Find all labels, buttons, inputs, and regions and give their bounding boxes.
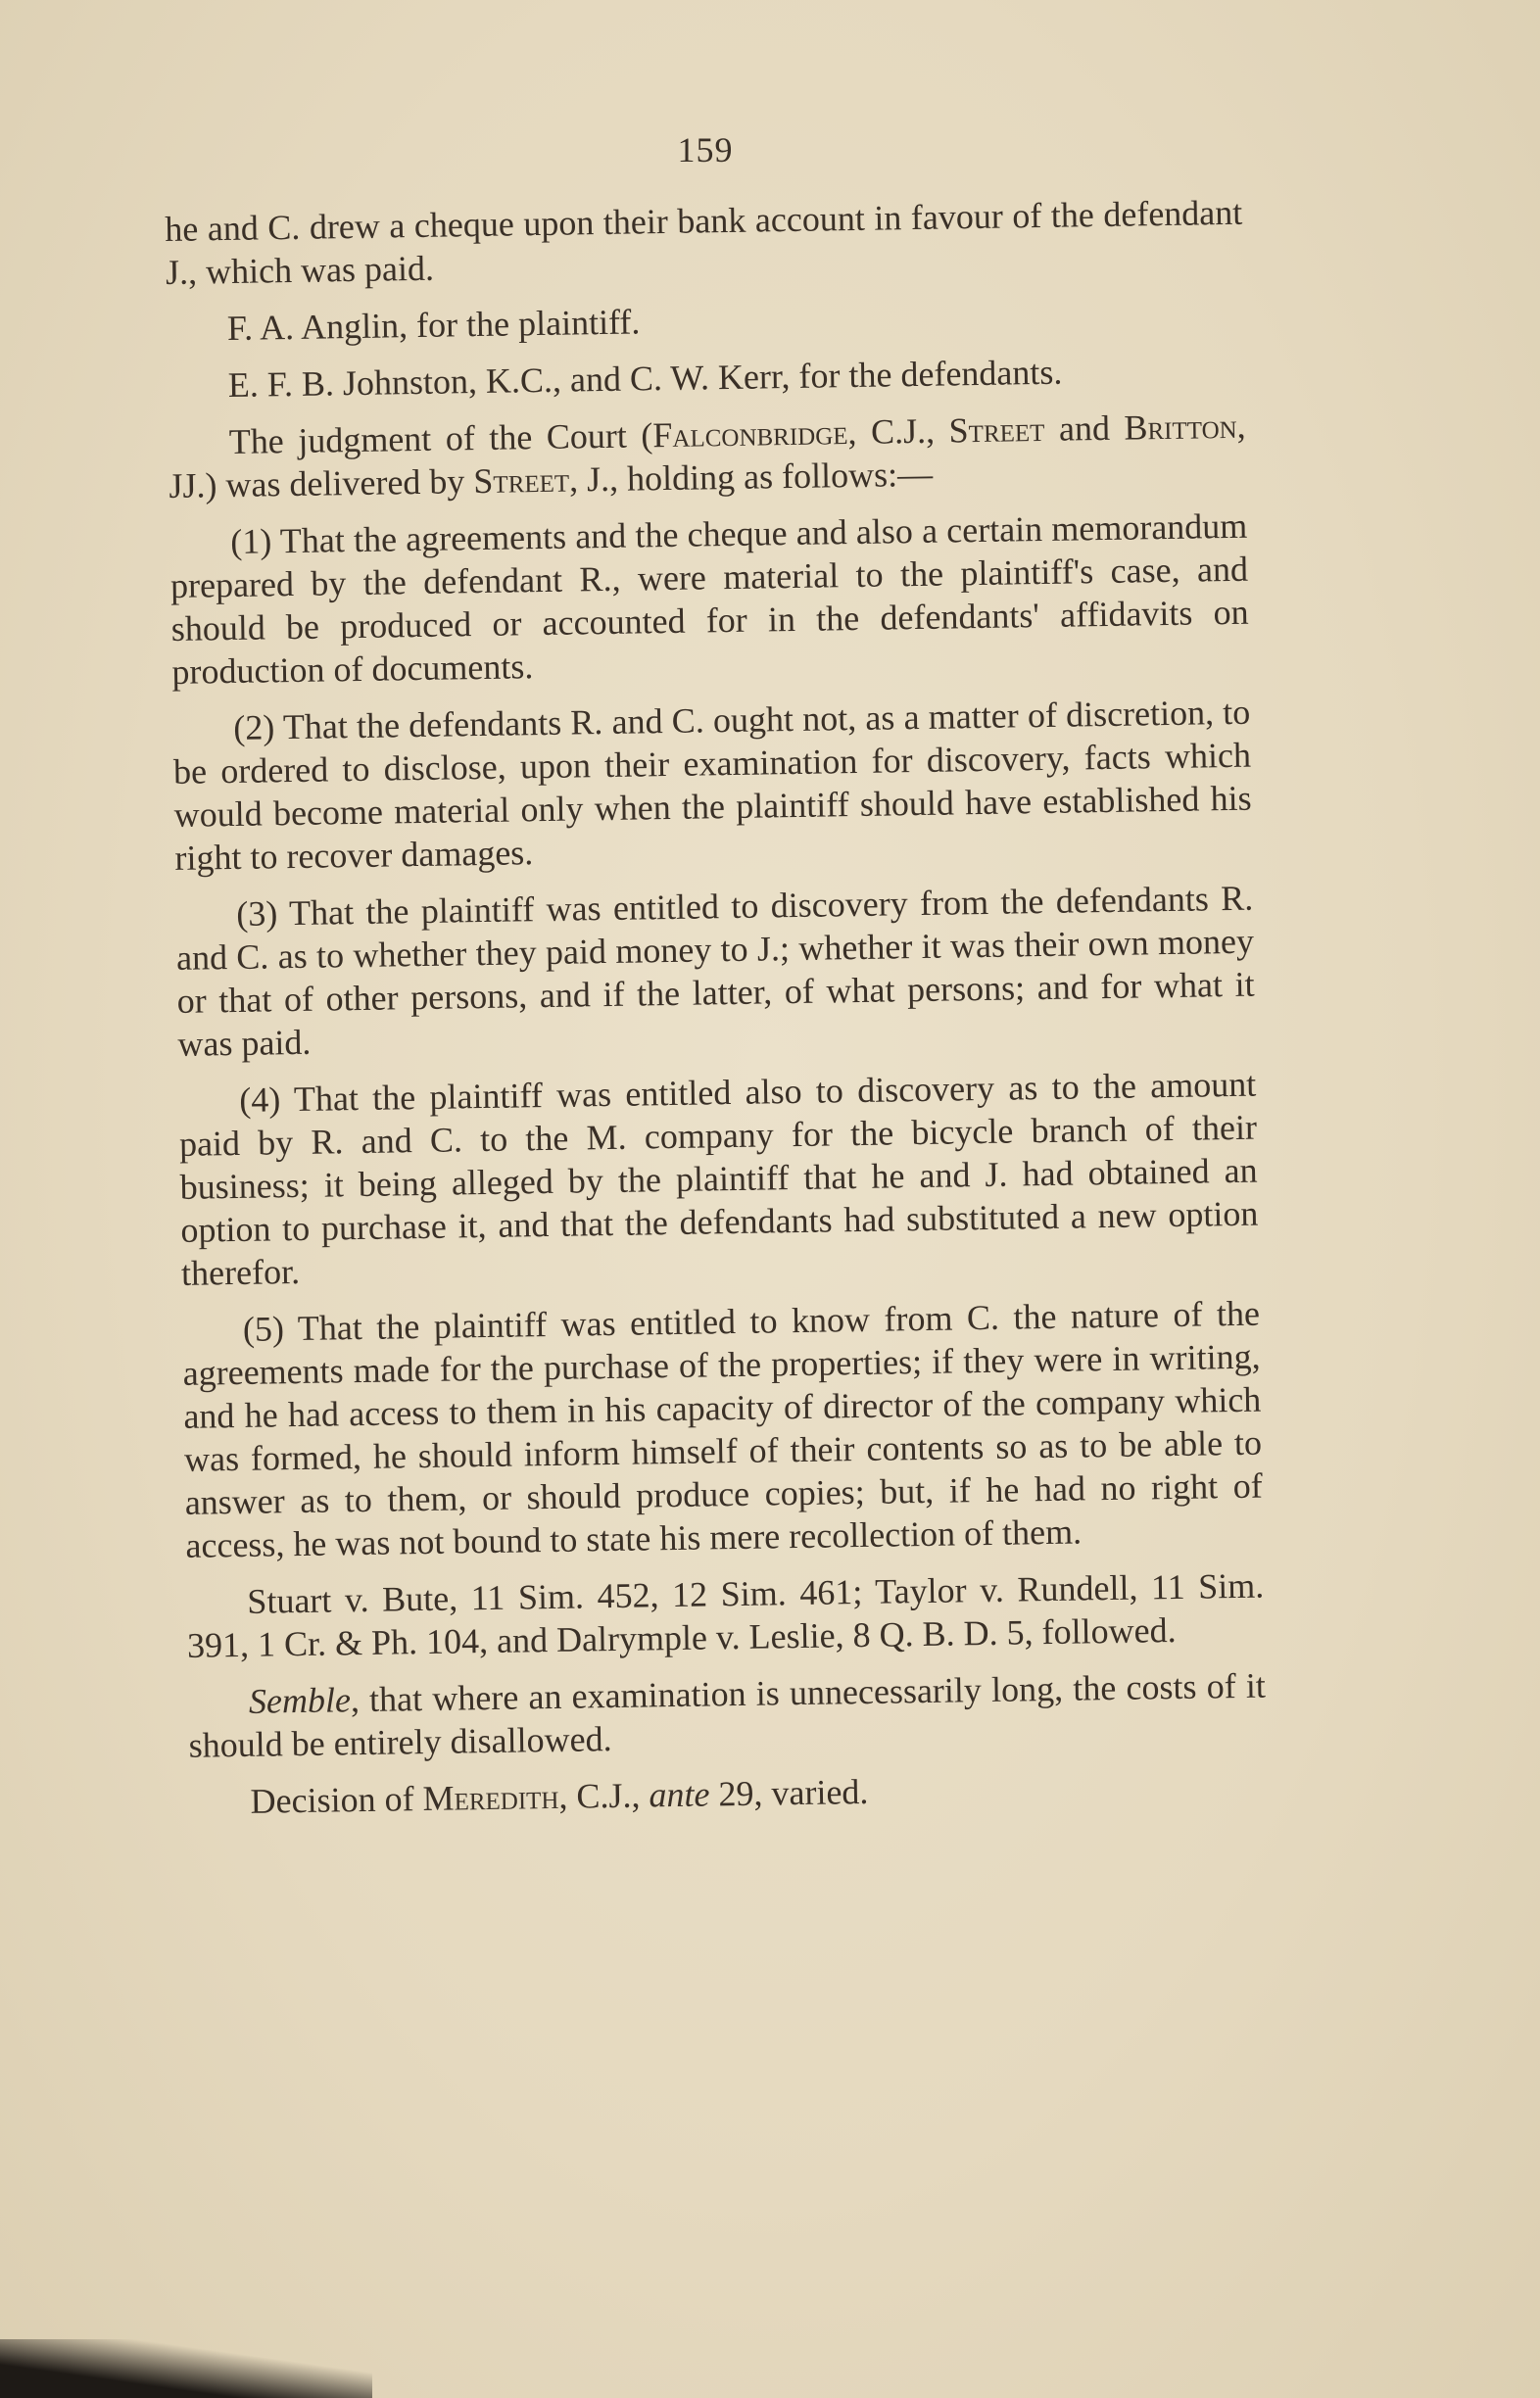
paragraph-counsel-plaintiff: F. A. Anglin, for the plaintiff. [226,302,641,349]
ante-italic: ante [649,1774,710,1815]
text-segment: , C.J., [558,1775,650,1816]
text-segment: The judgment of the Court ( [228,415,653,461]
paragraph-authorities: Stuart v. Bute, 11 Sim. 452, 12 Sim. 461; Taylor v. Rundell, 11 Sim. 391, 1 Cr. & Ph. 104, and Dalrymple v. Leslie, 8 Q. B. D. 5, followed. [186,1565,1265,1665]
text-segment: , C.J., [847,410,949,453]
headnote-text [165,191,1268,1838]
semble-italic: Semble [248,1680,352,1721]
text-segment: Decision of [250,1779,423,1821]
paragraph-holding-4: (4) That the plaintiff was entitled also to discovery as to the amount paid by R. and C. to the M. company for the bicycle branch of their business; it being alleged by the plaintiff that he and J. had obtained an option to purchase it, and that the defendants had substituted a new option therefor. [178,1064,1259,1293]
text-segment: and [1044,408,1125,449]
text-segment: , J., holding as follows:— [568,454,934,500]
paragraph-semble [188,1664,1267,1767]
paragraph-cheque: he and C. drew a cheque upon their bank account in favour of the defendant J., which was paid. [165,192,1243,292]
judge-name-street-delivering: Street [473,459,570,502]
page-edge-shadow [0,2339,372,2398]
judge-name-meredith: Meredith [422,1776,559,1819]
text-segment: 29, varied. [709,1771,869,1814]
text-segment: , that where an examination is unnecessarily long, the costs of it should be entirely disallowed. [188,1665,1267,1765]
paragraph-holding-5: (5) That the plaintiff was entitled to know from C. the nature of the agreements made for the purchase of the properties; if they were in writing, and he had access to them in his capacity of director of the company which was formed, he should inform himself of their contents so as to be able to answer as to them, or should produce copies; but, if he had no right of access, he was not bound to state his mere recollection of them. [182,1293,1263,1565]
paragraph-decision [189,1764,1268,1824]
judge-name-britton: Britton [1124,406,1237,448]
paragraph-judgment-intro [168,405,1246,507]
page-number: 159 [677,130,734,169]
paragraph-counsel-defendants: E. F. B. Johnston, K.C., and C. W. Kerr, for the defendants. [227,352,1063,406]
paragraph-holding-1: (1) That the agreements and the cheque and also a certain memorandum prepared by the defendant R., were material to the plaintiff's case, and should be produced or accounted for in the defendants' affidavits on production of documents. [169,505,1249,692]
judge-name-street: Street [948,408,1045,451]
text-segment: , JJ.) was delivered by [168,406,1246,505]
paragraph-holding-3: (3) That the plaintiff was entitled to discovery from the defendants R. and C. as to whether they paid money to J.; whether it was their own money or that of other persons, and if the latter, of what persons; and for what it was paid. [175,878,1255,1064]
judge-name-falconbridge: Falconbridge [652,412,848,456]
paragraph-holding-2: (2) That the defendants R. and C. ought not, as a matter of discretion, to be ordered to disclose, upon their examination for discovery, facts which would become material only when the plaintiff should have established his right to recover damages. [172,692,1252,878]
